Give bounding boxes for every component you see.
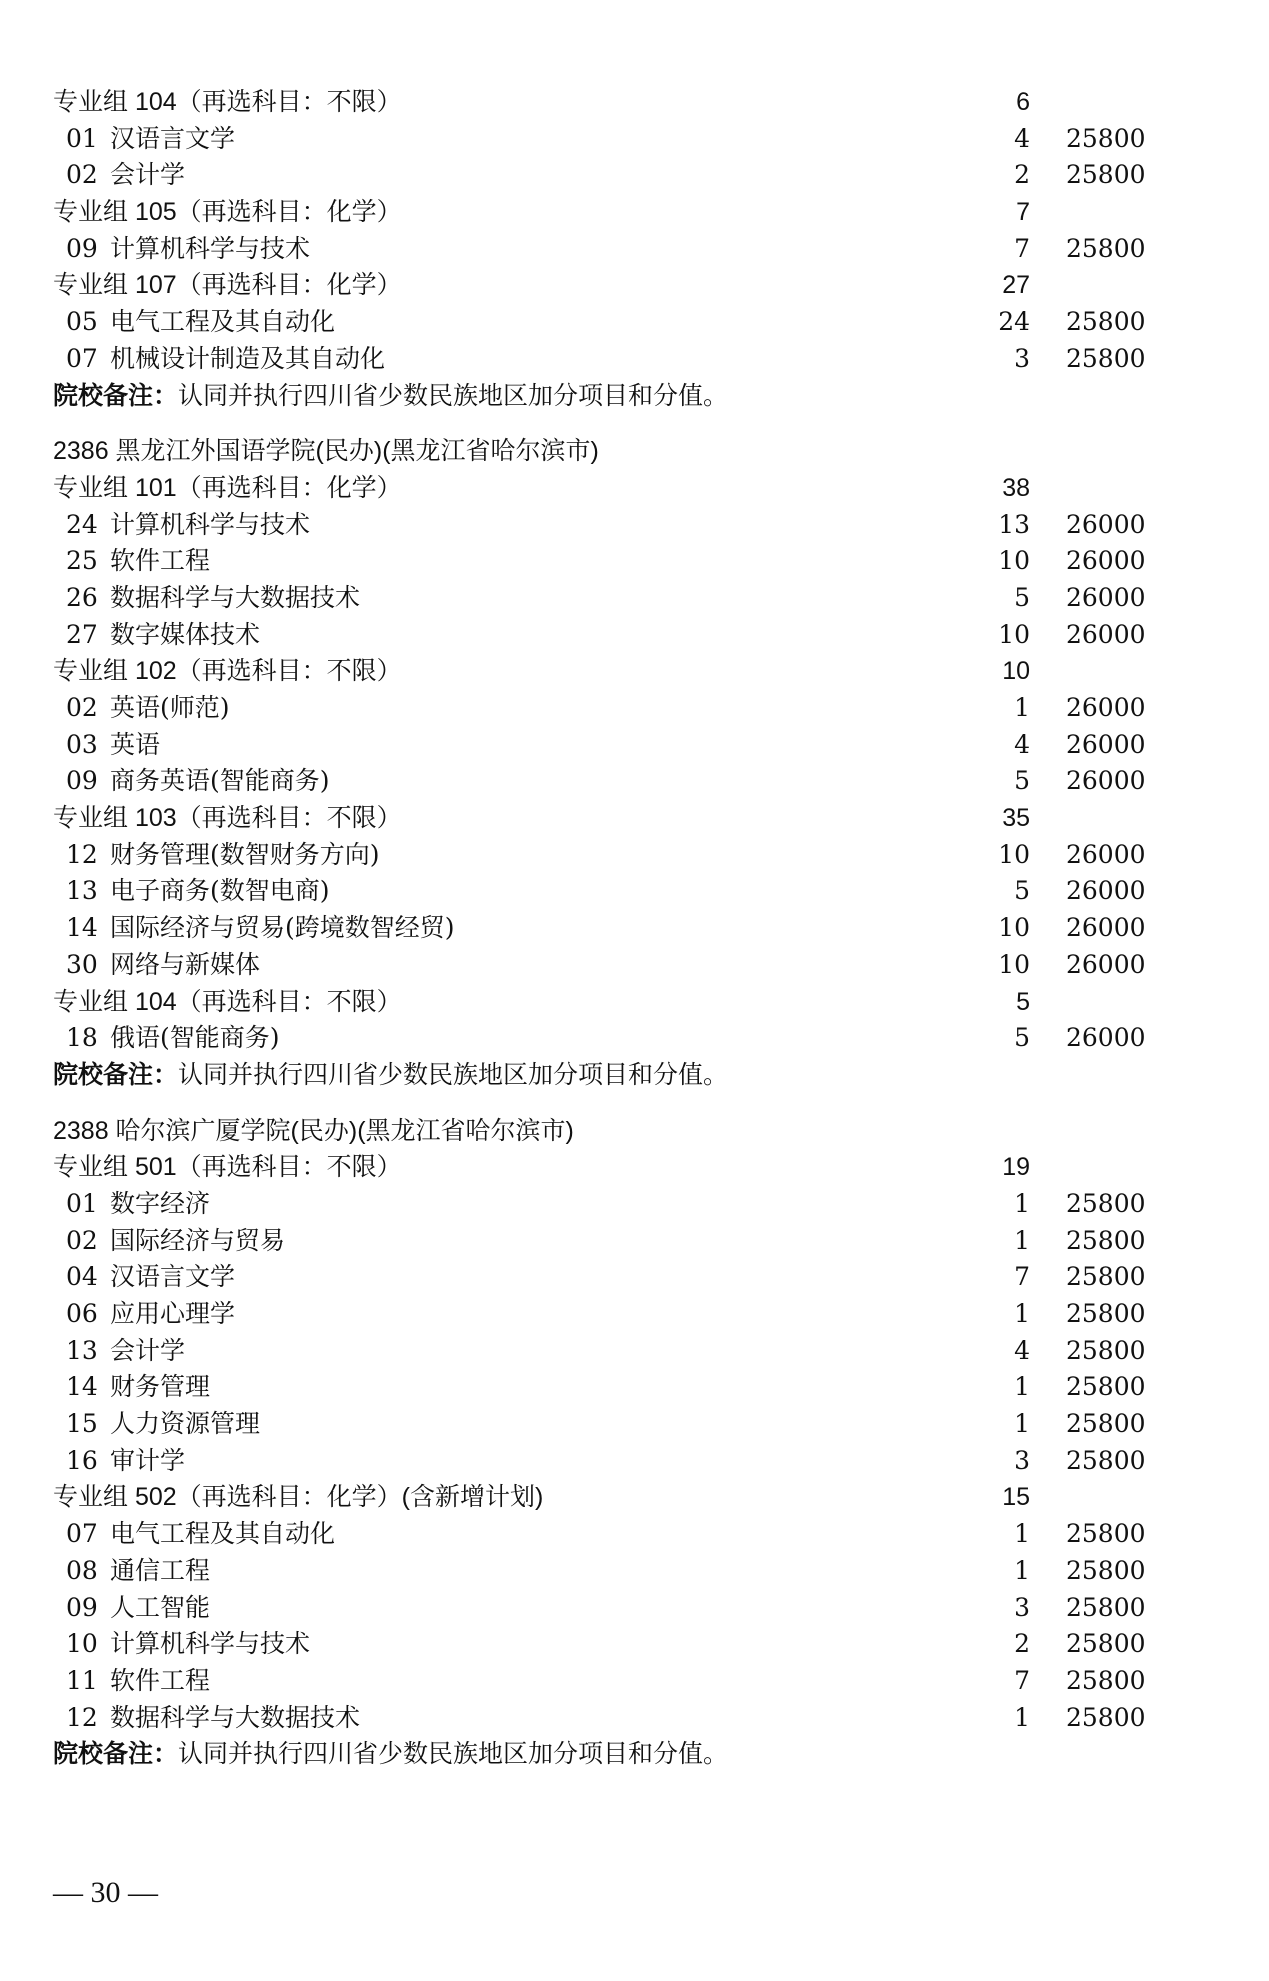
major-code: 08 (66, 1555, 98, 1585)
group-label: 专业组 102（再选科目：不限） (53, 657, 402, 686)
major-name: 英语 (110, 729, 161, 759)
major-fee: 26000 (1066, 509, 1146, 539)
document-page (0, 84, 1269, 1773)
major-name: 汉语言文学 (110, 1262, 236, 1292)
major-code: 07 (66, 343, 98, 373)
major-fee: 26000 (1066, 546, 1146, 576)
major-code: 25 (66, 546, 98, 576)
major-code: 02 (66, 693, 98, 722)
note-text: 认同并执行四川省少数民族地区加分项目和分值。 (178, 1739, 729, 1769)
major-label (66, 1626, 310, 1663)
major-code: 01 (66, 123, 98, 153)
major-code: 14 (66, 1372, 98, 1402)
major-code: 09 (66, 766, 98, 796)
major-label (66, 1553, 210, 1590)
major-count: 7 (1014, 233, 1030, 263)
major-label (66, 1663, 210, 1700)
major-count: 1 (1014, 1555, 1030, 1585)
major-group-row (0, 267, 1269, 304)
major-fee: 25800 (1066, 233, 1146, 263)
major-label (66, 231, 310, 268)
major-code: 11 (66, 1665, 98, 1695)
major-count: 5 (1014, 1023, 1030, 1053)
major-name: 审计学 (110, 1445, 186, 1475)
major-fee: 25800 (1066, 1519, 1146, 1549)
major-code: 14 (66, 913, 98, 943)
group-label: 专业组 107（再选科目：化学） (53, 271, 402, 300)
major-group-row (0, 1479, 1269, 1516)
major-row (0, 910, 1269, 947)
major-name: 财务管理 (110, 1372, 211, 1402)
major-row (0, 690, 1269, 727)
major-row (0, 1186, 1269, 1223)
major-code: 27 (66, 619, 98, 649)
note-label: 院校备注： (53, 1060, 179, 1089)
major-count: 10 (998, 913, 1030, 943)
note-text: 认同并执行四川省少数民族地区加分项目和分值。 (178, 1059, 729, 1089)
major-name: 人力资源管理 (110, 1409, 261, 1439)
major-row (0, 617, 1269, 654)
major-label (66, 727, 160, 764)
major-label (66, 1296, 235, 1333)
major-group-row (0, 470, 1269, 507)
major-code: 12 (66, 1702, 98, 1732)
major-count: 10 (998, 839, 1030, 869)
major-name: 英语(师范) (110, 693, 230, 722)
major-fee: 25800 (1066, 1665, 1146, 1695)
major-label (66, 690, 230, 727)
major-count: 1 (1014, 693, 1030, 722)
group-count: 5 (1016, 987, 1030, 1016)
major-row (0, 1333, 1269, 1370)
major-label (66, 1700, 360, 1737)
major-label (66, 1259, 235, 1296)
major-fee: 25800 (1066, 343, 1146, 373)
major-count: 7 (1014, 1262, 1030, 1292)
major-fee: 26000 (1066, 913, 1146, 943)
major-row (0, 727, 1269, 764)
major-fee: 26000 (1066, 949, 1146, 979)
major-code: 30 (66, 949, 98, 979)
major-row (0, 947, 1269, 984)
major-fee: 25800 (1066, 1225, 1146, 1255)
group-count: 38 (1002, 473, 1030, 502)
major-group-row (0, 653, 1269, 690)
major-label (66, 910, 455, 947)
major-fee: 25800 (1066, 1555, 1146, 1585)
major-label (66, 763, 330, 800)
major-name: 国际经济与贸易(跨境数智经贸) (110, 913, 455, 943)
school-note (53, 1057, 728, 1094)
major-label (66, 580, 360, 617)
major-count: 1 (1014, 1409, 1030, 1439)
major-code: 18 (66, 1023, 98, 1053)
major-row (0, 873, 1269, 910)
major-group-row (0, 800, 1269, 837)
major-label (66, 1369, 210, 1406)
major-name: 数字经济 (110, 1188, 211, 1218)
major-code: 24 (66, 509, 98, 539)
school-title (0, 433, 1269, 470)
major-code: 01 (66, 1188, 98, 1218)
major-row (0, 1553, 1269, 1590)
page-number: — 30 — (53, 1876, 158, 1909)
major-label (66, 1186, 210, 1223)
major-label (66, 1516, 335, 1553)
major-count: 1 (1014, 1225, 1030, 1255)
major-fee: 26000 (1066, 619, 1146, 649)
major-code: 09 (66, 233, 98, 263)
major-label (66, 617, 260, 654)
major-code: 04 (66, 1262, 98, 1292)
major-count: 10 (998, 619, 1030, 649)
section-gap (0, 1094, 1269, 1113)
school-name: 2388 哈尔滨广厦学院(民办)(黑龙江省哈尔滨市) (53, 1116, 574, 1145)
group-count: 19 (1002, 1153, 1030, 1182)
major-count: 3 (1014, 1592, 1030, 1622)
school-note-row (0, 378, 1269, 415)
major-name: 计算机科学与技术 (110, 1629, 311, 1659)
major-name: 商务英语(智能商务) (110, 766, 330, 796)
note-text: 认同并执行四川省少数民族地区加分项目和分值。 (178, 380, 729, 410)
major-group-row (0, 84, 1269, 121)
school-title (0, 1113, 1269, 1150)
major-row (0, 1626, 1269, 1663)
major-name: 软件工程 (110, 546, 211, 576)
major-fee: 25800 (1066, 1299, 1146, 1328)
major-name: 人工智能 (110, 1592, 211, 1622)
major-label (66, 1406, 260, 1443)
major-code: 03 (66, 729, 98, 759)
major-count: 5 (1014, 876, 1030, 906)
major-row (0, 121, 1269, 158)
major-fee: 25800 (1066, 1592, 1146, 1622)
major-count: 4 (1014, 1335, 1030, 1365)
major-name: 汉语言文学 (110, 123, 236, 153)
major-fee: 25800 (1066, 123, 1146, 153)
major-count: 1 (1014, 1188, 1030, 1218)
major-row (0, 157, 1269, 194)
major-name: 计算机科学与技术 (110, 233, 311, 263)
school-note (53, 378, 728, 415)
major-count: 1 (1014, 1519, 1030, 1549)
major-name: 计算机科学与技术 (110, 509, 311, 539)
major-group-row (0, 1149, 1269, 1186)
major-label (66, 947, 260, 984)
major-code: 02 (66, 160, 98, 190)
major-name: 俄语(智能商务) (110, 1023, 280, 1053)
school-name: 2386 黑龙江外国语学院(民办)(黑龙江省哈尔滨市) (53, 437, 599, 466)
major-row (0, 1369, 1269, 1406)
major-count: 1 (1014, 1299, 1030, 1328)
major-name: 机械设计制造及其自动化 (110, 343, 386, 373)
major-fee: 25800 (1066, 307, 1146, 337)
major-name: 电气工程及其自动化 (110, 1519, 336, 1549)
major-label (66, 157, 185, 194)
major-code: 10 (66, 1629, 98, 1659)
note-label: 院校备注： (53, 1740, 179, 1769)
major-name: 数据科学与大数据技术 (110, 1702, 361, 1732)
major-label (66, 837, 380, 874)
major-fee: 25800 (1066, 1372, 1146, 1402)
major-label (66, 1223, 285, 1260)
major-fee: 25800 (1066, 1629, 1146, 1659)
major-count: 4 (1014, 729, 1030, 759)
major-name: 财务管理(数智财务方向) (110, 839, 380, 869)
major-label (66, 1590, 210, 1627)
major-row (0, 1223, 1269, 1260)
major-fee: 25800 (1066, 1262, 1146, 1292)
group-label: 专业组 103（再选科目：不限） (53, 804, 402, 833)
group-count: 7 (1016, 198, 1030, 227)
major-group-row (0, 984, 1269, 1021)
major-fee: 26000 (1066, 766, 1146, 796)
major-fee: 25800 (1066, 1445, 1146, 1475)
group-label: 专业组 104（再选科目：不限） (53, 88, 402, 116)
major-fee: 26000 (1066, 839, 1146, 869)
note-label: 院校备注： (53, 381, 179, 410)
group-count: 35 (1002, 804, 1030, 833)
major-row (0, 1259, 1269, 1296)
major-code: 26 (66, 582, 98, 612)
major-row (0, 1296, 1269, 1333)
major-count: 24 (998, 307, 1030, 337)
major-count: 3 (1014, 343, 1030, 373)
major-count: 5 (1014, 582, 1030, 612)
major-code: 12 (66, 839, 98, 869)
major-name: 网络与新媒体 (110, 949, 261, 979)
major-label (66, 543, 210, 580)
major-row (0, 543, 1269, 580)
major-count: 10 (998, 546, 1030, 576)
major-count: 7 (1014, 1665, 1030, 1695)
major-count: 4 (1014, 123, 1030, 153)
major-count: 13 (998, 509, 1030, 539)
major-label (66, 341, 385, 378)
major-name: 电子商务(数智电商) (110, 876, 330, 906)
school-note-row (0, 1057, 1269, 1094)
major-count: 2 (1014, 160, 1030, 190)
major-name: 数据科学与大数据技术 (110, 582, 361, 612)
group-label: 专业组 101（再选科目：化学） (53, 473, 402, 502)
major-fee: 25800 (1066, 1188, 1146, 1218)
major-row (0, 837, 1269, 874)
major-name: 数字媒体技术 (110, 619, 261, 649)
school-note (53, 1736, 728, 1773)
major-name: 通信工程 (110, 1555, 211, 1585)
major-name: 国际经济与贸易 (110, 1225, 286, 1255)
major-group-row (0, 194, 1269, 231)
major-name: 会计学 (110, 160, 186, 190)
major-count: 2 (1014, 1629, 1030, 1659)
major-fee: 25800 (1066, 1409, 1146, 1439)
major-row (0, 1663, 1269, 1700)
major-row (0, 507, 1269, 544)
major-count: 3 (1014, 1445, 1030, 1475)
major-row (0, 1020, 1269, 1057)
major-count: 1 (1014, 1702, 1030, 1732)
major-row (0, 1406, 1269, 1443)
major-code: 07 (66, 1519, 98, 1549)
major-name: 软件工程 (110, 1665, 211, 1695)
major-code: 09 (66, 1592, 98, 1622)
major-count: 5 (1014, 766, 1030, 796)
major-label (66, 507, 310, 544)
major-row (0, 580, 1269, 617)
major-row (0, 231, 1269, 268)
major-fee: 25800 (1066, 160, 1146, 190)
major-code: 02 (66, 1225, 98, 1255)
major-fee: 26000 (1066, 1023, 1146, 1053)
major-count: 10 (998, 949, 1030, 979)
major-row (0, 1443, 1269, 1480)
major-label (66, 1443, 185, 1480)
major-row (0, 763, 1269, 800)
group-count: 10 (1002, 657, 1030, 686)
major-fee: 26000 (1066, 693, 1146, 722)
major-code: 16 (66, 1445, 98, 1475)
group-count: 27 (1002, 271, 1030, 300)
group-label: 专业组 502（再选科目：化学）(含新增计划) (53, 1483, 544, 1512)
school-note-row (0, 1736, 1269, 1773)
major-row (0, 304, 1269, 341)
major-count: 1 (1014, 1372, 1030, 1402)
major-row (0, 341, 1269, 378)
major-fee: 26000 (1066, 876, 1146, 906)
major-code: 15 (66, 1409, 98, 1439)
major-code: 13 (66, 1335, 98, 1365)
major-label (66, 1333, 185, 1370)
major-label (66, 1020, 280, 1057)
major-name: 会计学 (110, 1335, 186, 1365)
major-code: 06 (66, 1299, 98, 1328)
major-fee: 26000 (1066, 582, 1146, 612)
major-label (66, 304, 335, 341)
section-gap (0, 414, 1269, 433)
group-label: 专业组 105（再选科目：化学） (53, 198, 402, 227)
major-code: 13 (66, 876, 98, 906)
major-name: 电气工程及其自动化 (110, 307, 336, 337)
group-count: 6 (1016, 88, 1030, 116)
major-label (66, 121, 235, 158)
major-row (0, 1516, 1269, 1553)
major-fee: 26000 (1066, 729, 1146, 759)
major-row (0, 1700, 1269, 1737)
major-fee: 25800 (1066, 1335, 1146, 1365)
major-name: 应用心理学 (110, 1299, 236, 1328)
major-code: 05 (66, 307, 98, 337)
group-label: 专业组 501（再选科目：不限） (53, 1153, 402, 1182)
major-row (0, 1590, 1269, 1627)
group-label: 专业组 104（再选科目：不限） (53, 987, 402, 1016)
major-label (66, 873, 330, 910)
group-count: 15 (1002, 1483, 1030, 1512)
major-fee: 25800 (1066, 1702, 1146, 1732)
